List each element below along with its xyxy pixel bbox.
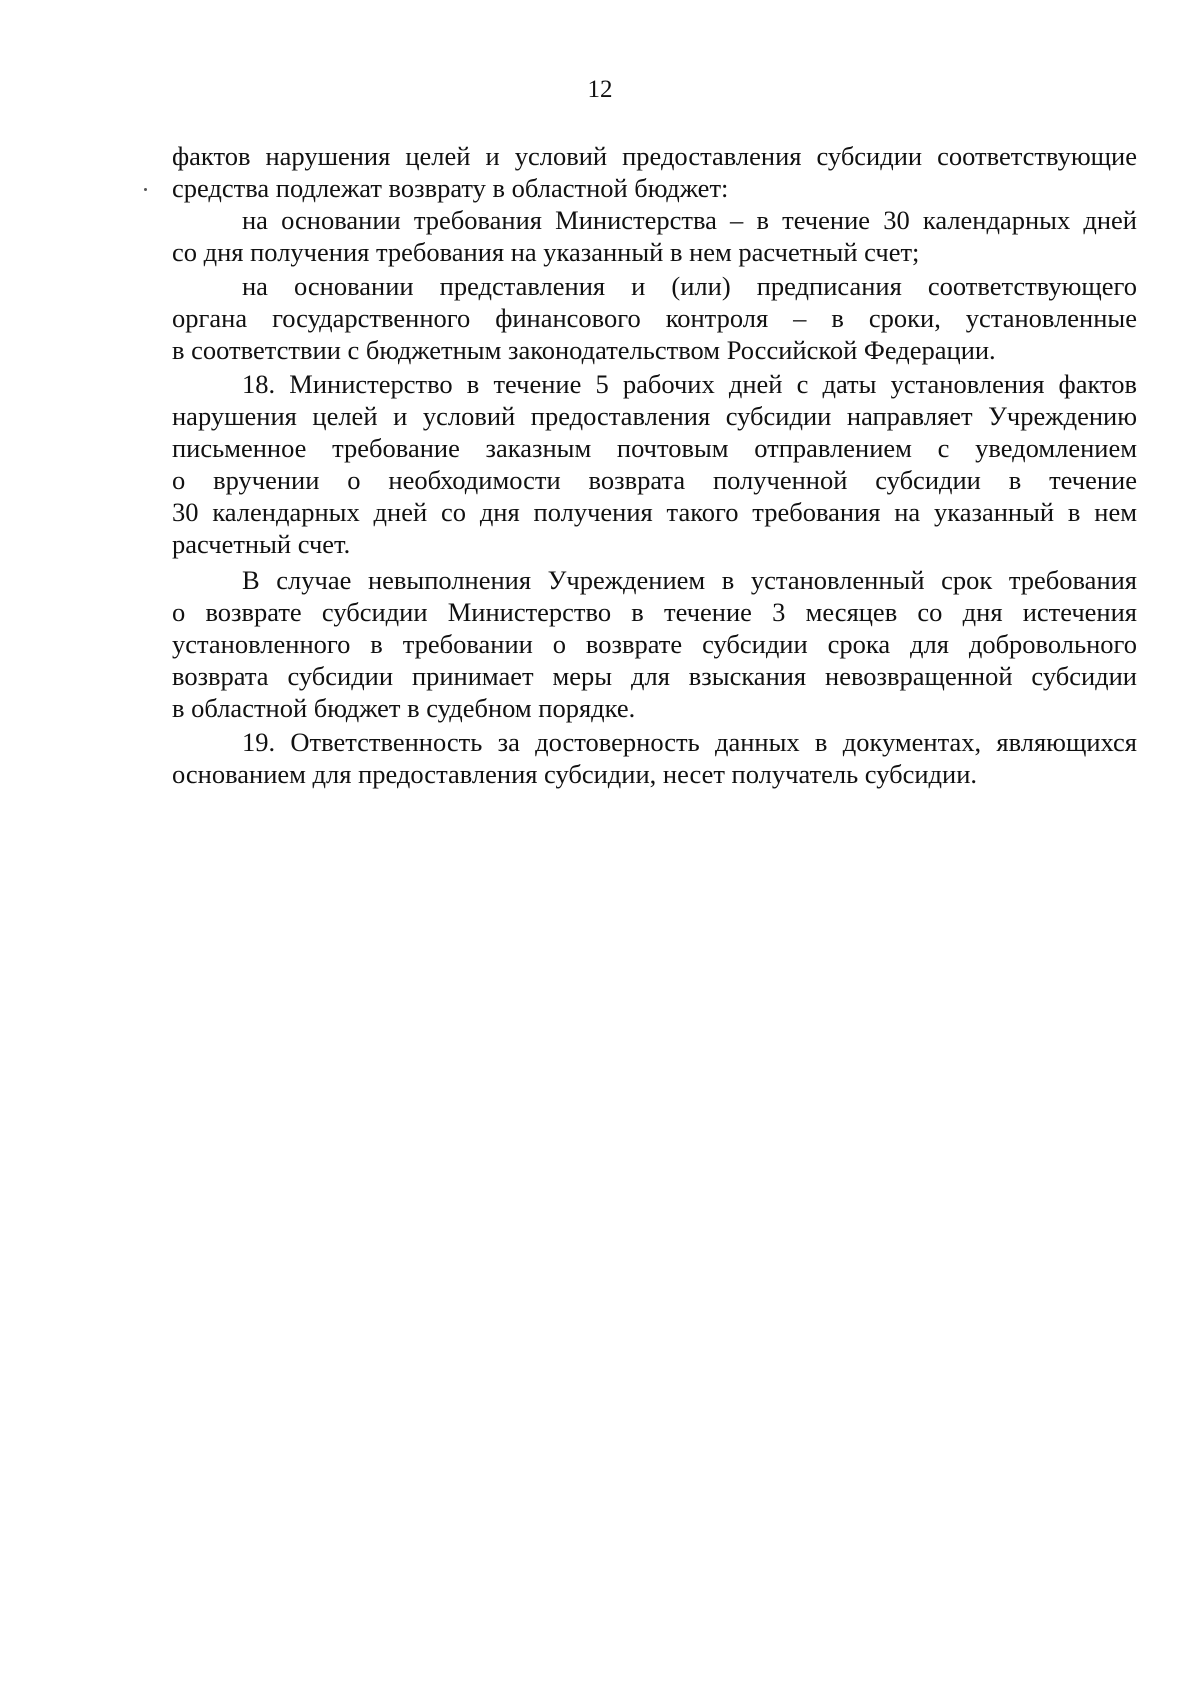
text-line: расчетный счет. [172, 529, 351, 559]
text-line: установленного в требовании о возврате субсидии срока для добровольного [172, 629, 1137, 659]
text-line: на основании представления и (или) предписания соответствующего [242, 271, 1137, 301]
text-line: основанием для предоставления субсидии, несет получатель субсидии. [172, 759, 978, 789]
text-line: 18. Министерство в течение 5 рабочих дней с даты установления фактов [242, 369, 1137, 399]
text-line: 30 календарных дней со дня получения такого требования на указанный в нем [172, 497, 1137, 527]
text-line: нарушения целей и условий предоставления субсидии направляет Учреждению [172, 401, 1137, 431]
text-line: В случае невыполнения Учреждением в установленный срок требования [242, 565, 1137, 595]
text-line: средства подлежат возврату в областной бюджет: [172, 173, 729, 203]
text-line: в областной бюджет в судебном порядке. [172, 693, 636, 723]
text-line: фактов нарушения целей и условий предоставления субсидии соответствующие [172, 141, 1137, 171]
scan-speck [144, 188, 147, 191]
text-line: письменное требование заказным почтовым отправлением с уведомлением [172, 433, 1137, 463]
text-line: о возврате субсидии Министерство в течение 3 месяцев со дня истечения [172, 597, 1137, 627]
text-line: со дня получения требования на указанный в нем расчетный счет; [172, 237, 920, 267]
text-line: органа государственного финансового контроля – в сроки, установленные [172, 303, 1137, 333]
text-line: о вручении о необходимости возврата полученной субсидии в течение [172, 465, 1137, 495]
text-line: 19. Ответственность за достоверность данных в документах, являющихся [242, 727, 1137, 757]
text-line: возврата субсидии принимает меры для взыскания невозвращенной субсидии [172, 661, 1137, 691]
text-line: на основании требования Министерства – в течение 30 календарных дней [242, 205, 1137, 235]
text-line: в соответствии с бюджетным законодательством Российской Федерации. [172, 335, 996, 365]
page-number: 12 [587, 76, 613, 103]
